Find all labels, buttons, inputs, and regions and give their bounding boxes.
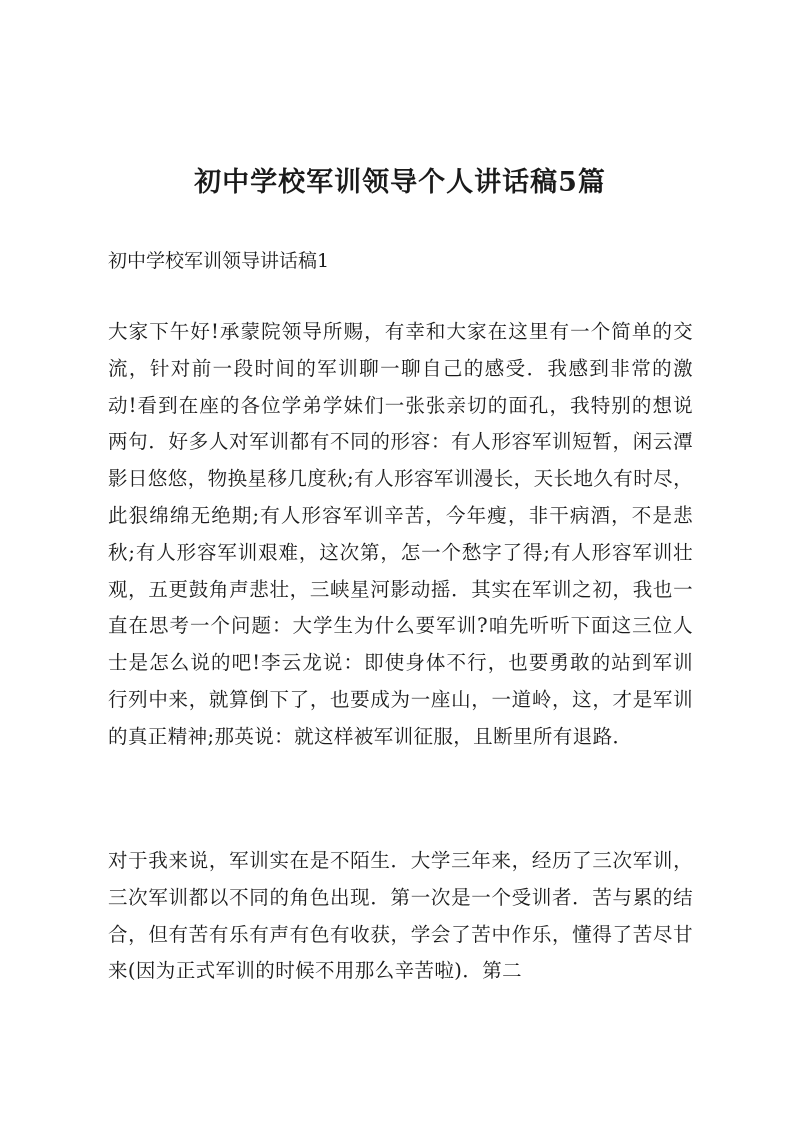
paragraph-2: 对于我来说，军训实在是不陌生．大学三年来，经历了三次军训，三次军训都以不同的角色出现．第一次是一个受训者．苦与累的结合，但有苦有乐有声有色有收获，学会了苦中作乐，懂得了苦尽甘来(因为正式军训的时候不用那么辛苦啦)．第二 [108, 849, 693, 983]
section-subtitle: 初中学校军训领导讲话稿1 [108, 250, 330, 272]
document-title: 初中学校军训领导个人讲话稿5篇 [194, 167, 606, 198]
paragraph-1: 大家下午好!承蒙院领导所赐，有幸和大家在这里有一个简单的交流，针对前一段时间的军训聊一聊自己的感受．我感到非常的激动!看到在座的各位学弟学妹们一张张亲切的面孔，我特别的想说两句．好多人对军训都有不同的形容：有人形容军训短暂，闲云潭影日悠悠，物换星移几度秋;有人形容军训漫长，天长地久有时尽，此狠绵绵无绝期;有人形容军训辛苦，今年瘦，非干病酒，不是悲秋;有人形容军训艰难，这次第，怎一个愁字了得;有人形容军训壮观，五更鼓角声悲壮，三峡星河影动摇．其实在军训之初，我也一直在思考一个问题：大学生为什么要军训?咱先听听下面这三位人士是怎么说的吧!李云龙说：即使身体不行，也要勇敢的站到军训行列中来，就算倒下了，也要成为一座山，一道岭，这，才是军训的真正精神;那英说：就这样被军训征服，且断里所有退路． [108, 320, 693, 748]
